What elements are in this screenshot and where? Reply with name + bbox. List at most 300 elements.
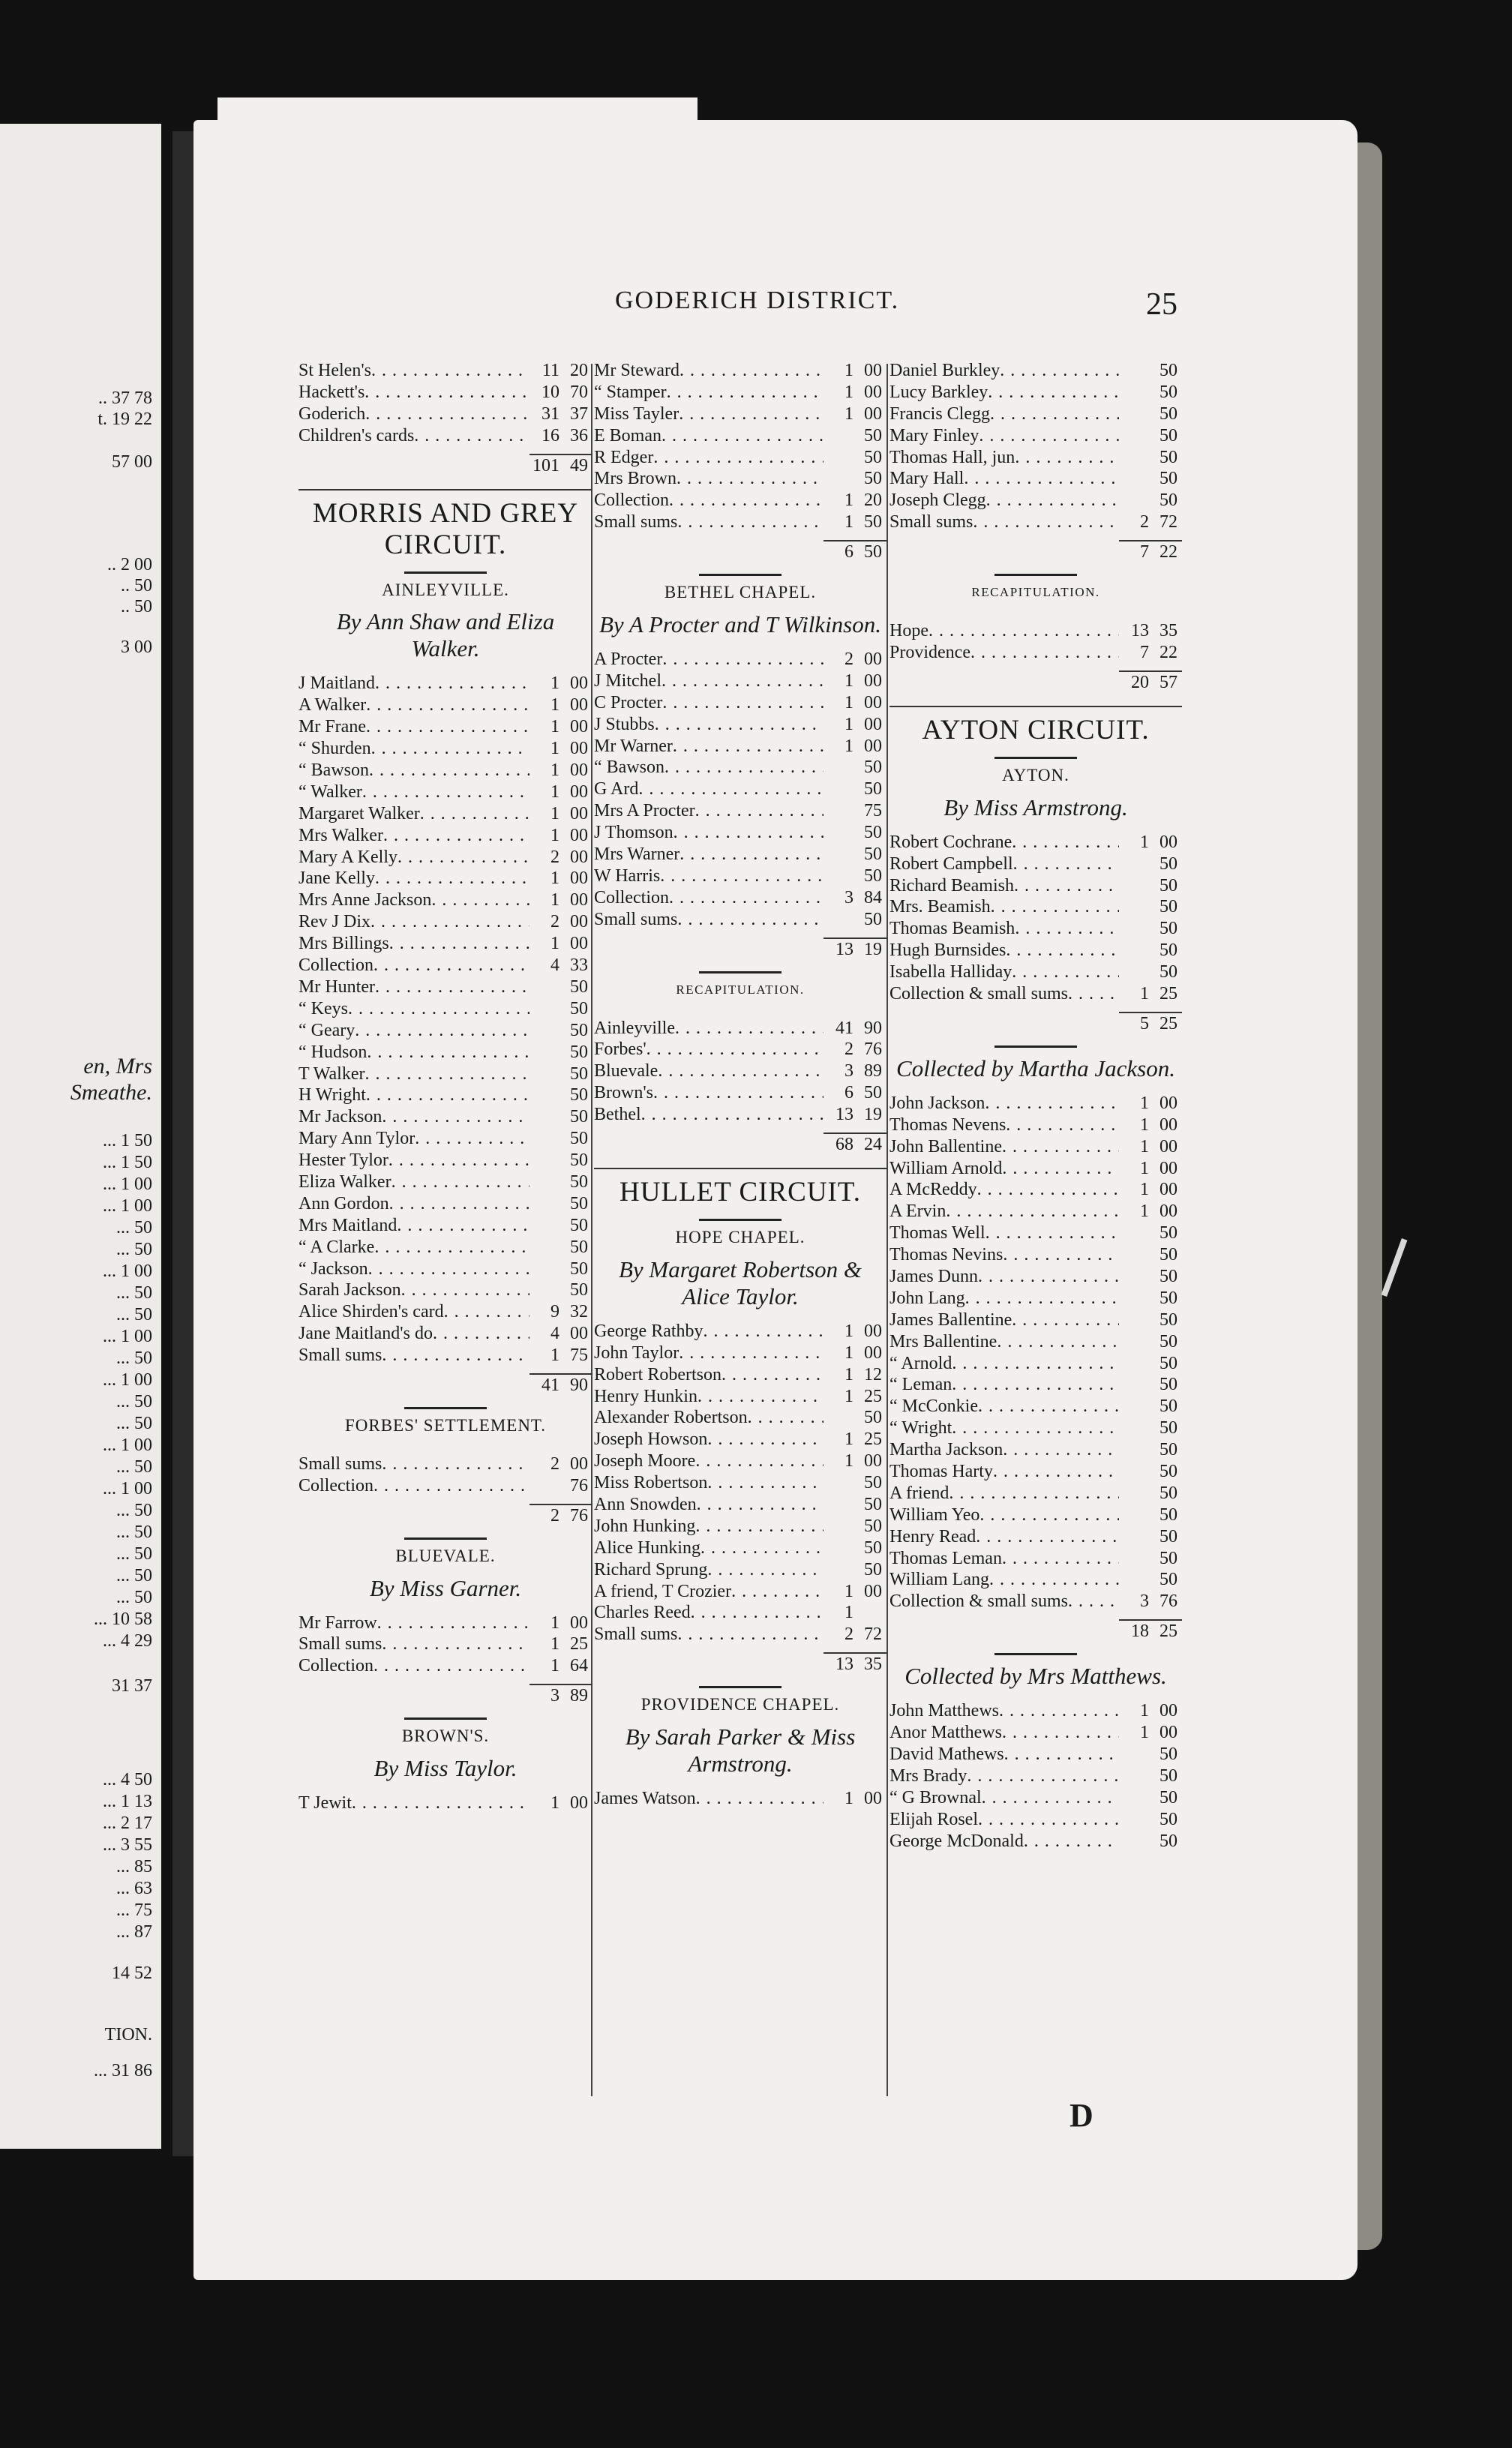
entry-name: Daniel Burkley — [890, 361, 1000, 380]
amount-dollars: 1 — [1140, 1701, 1149, 1721]
amount-dollars: 1 — [844, 490, 854, 511]
list-item — [890, 1461, 1182, 1483]
amount-cents: 50 — [570, 1129, 588, 1149]
list-item — [594, 1494, 886, 1516]
amount-dollars: 1 — [844, 1451, 854, 1472]
leader-dots — [1012, 832, 1119, 854]
amount-dollars: 1 — [550, 1612, 560, 1633]
amount-cents: 20 — [864, 490, 882, 511]
amount-cents: 00 — [864, 1451, 882, 1472]
entry-name: “ Wright — [890, 1418, 952, 1438]
entry-amount — [530, 360, 592, 382]
entry-amount — [824, 1104, 886, 1126]
entry-name: John Ballentine — [890, 1136, 1002, 1156]
leader-dots — [680, 360, 824, 382]
amount-dollars: 2 — [844, 1040, 854, 1060]
entry-amount — [530, 847, 592, 868]
list-item — [298, 1454, 592, 1475]
entry-name: Bluevale — [594, 1061, 658, 1082]
amount-dollars: 5 — [1140, 1013, 1149, 1034]
chapel-title: HOPE CHAPEL. — [675, 1227, 806, 1246]
amount-dollars: 4 — [550, 956, 560, 976]
list-item — [298, 1792, 592, 1814]
list-item — [298, 911, 592, 933]
section-total — [890, 1005, 1182, 1035]
leader-dots — [970, 642, 1119, 664]
list-item — [890, 962, 1182, 983]
list-item — [890, 1396, 1182, 1418]
list-item — [594, 714, 886, 736]
leader-dots — [993, 1461, 1119, 1483]
section-total — [890, 1612, 1182, 1642]
leader-dots — [676, 468, 824, 490]
entry-amount — [824, 844, 886, 866]
entry-amount — [824, 1407, 886, 1429]
entry-amount — [1119, 1548, 1182, 1570]
amount-cents: 00 — [1160, 1093, 1178, 1113]
amount-cents: 00 — [570, 782, 588, 802]
entry-name: Hope — [890, 621, 928, 641]
leader-dots — [389, 933, 530, 955]
list-item — [890, 875, 1182, 897]
list-item — [298, 1042, 592, 1064]
leader-dots — [392, 1172, 530, 1193]
amount-cents: 32 — [570, 1302, 588, 1322]
leader-dots — [973, 512, 1119, 533]
list-item — [298, 1193, 592, 1215]
left-page-text: ... 50 — [116, 1240, 152, 1259]
entry-amount — [824, 1082, 886, 1104]
left-page-text: ... 1 13 — [103, 1792, 152, 1811]
amount-cents: 00 — [1160, 1114, 1178, 1135]
left-page-text: ... 3 55 — [103, 1835, 152, 1855]
entry-name: Eliza Walker — [298, 1172, 392, 1192]
leader-dots — [976, 1526, 1119, 1548]
leader-dots — [374, 1475, 530, 1497]
short-rule — [994, 1653, 1077, 1655]
leader-dots — [990, 404, 1119, 425]
amount-cents: 50 — [1160, 1440, 1178, 1460]
entry-amount — [530, 1172, 592, 1193]
list-item — [890, 1266, 1182, 1288]
amount-dollars: 1 — [550, 717, 560, 737]
entry-name: David Mathews — [890, 1744, 1004, 1764]
amount-dollars: 1 — [844, 1581, 854, 1601]
leader-dots — [1013, 854, 1119, 875]
total-amount — [824, 938, 886, 961]
amount-cents: 70 — [570, 382, 588, 402]
amount-cents: 50 — [864, 1473, 882, 1493]
amount-cents: 20 — [570, 361, 588, 380]
list-item — [890, 1526, 1182, 1548]
entry-list — [594, 1788, 886, 1810]
amount-cents: 50 — [864, 823, 882, 843]
entry-amount — [530, 1215, 592, 1237]
amount-cents: 00 — [570, 825, 588, 845]
entry-name: Jane Kelly — [298, 868, 375, 889]
leader-dots — [1002, 1158, 1119, 1180]
leader-dots — [698, 1386, 824, 1408]
amount-cents: 50 — [570, 976, 588, 997]
entry-amount — [530, 1792, 592, 1814]
total-amount — [1119, 670, 1182, 694]
leader-dots — [677, 1624, 824, 1646]
entry-name: Hester Tylor — [298, 1150, 388, 1171]
amount-cents: 00 — [864, 714, 882, 734]
entry-amount — [824, 425, 886, 447]
amount-cents: 50 — [1160, 1831, 1178, 1851]
list-item — [298, 955, 592, 976]
list-item — [890, 1114, 1182, 1136]
amount-cents: 00 — [1160, 1158, 1178, 1178]
entry-amount — [824, 1364, 886, 1386]
amount-cents: 22 — [1160, 642, 1178, 662]
entry-list — [594, 360, 886, 533]
list-item — [298, 1172, 592, 1193]
amount-cents: 50 — [864, 512, 882, 532]
entry-list — [594, 649, 886, 931]
leader-dots — [675, 1018, 824, 1040]
entry-amount — [1119, 1787, 1182, 1809]
entry-name: Rev J Dix — [298, 912, 370, 932]
amount-cents: 50 — [1160, 1223, 1178, 1244]
entry-amount — [824, 757, 886, 778]
leader-dots — [371, 360, 530, 382]
entry-amount — [824, 778, 886, 800]
leader-dots — [707, 1559, 824, 1581]
total-amount — [1119, 1012, 1182, 1035]
amount-cents: 00 — [864, 1581, 882, 1601]
entry-amount — [1119, 360, 1182, 382]
leader-dots — [697, 1494, 824, 1516]
amount-dollars: 13 — [836, 1654, 854, 1675]
amount-cents: 37 — [570, 404, 588, 424]
entry-name: Alice Shirden's card — [298, 1302, 444, 1322]
list-item — [594, 1788, 886, 1810]
leader-dots — [1015, 447, 1119, 469]
entry-amount — [824, 1624, 886, 1646]
amount-cents: 50 — [570, 1042, 588, 1062]
entry-name: Hackett's — [298, 382, 365, 402]
leader-dots — [398, 847, 530, 868]
leader-dots — [367, 1042, 530, 1064]
entry-amount — [530, 1128, 592, 1150]
entry-amount — [1119, 962, 1182, 983]
entry-name: Forbes' — [594, 1040, 646, 1060]
entry-amount — [530, 1454, 592, 1475]
entry-amount — [1119, 468, 1182, 490]
amount-cents: 90 — [570, 1376, 588, 1396]
entry-amount — [1119, 1483, 1182, 1504]
left-page-text: ... 1 00 — [103, 1370, 152, 1390]
leader-dots — [366, 694, 530, 716]
amount-cents: 50 — [1160, 404, 1178, 424]
section-rule — [890, 706, 1182, 707]
entry-name: Thomas Nevens — [890, 1114, 1006, 1135]
entry-amount — [824, 1494, 886, 1516]
entry-name: Small sums — [594, 909, 678, 929]
entry-amount — [530, 1020, 592, 1042]
leader-dots — [1002, 1722, 1119, 1744]
amount-dollars: 1 — [844, 1321, 854, 1341]
leader-dots — [669, 887, 824, 909]
amount-cents: 22 — [1160, 542, 1178, 562]
amount-dollars: 1 — [844, 1364, 854, 1384]
entry-name: Joseph Clegg — [890, 490, 986, 511]
entry-name: A Ervin — [890, 1202, 946, 1222]
amount-cents: 00 — [570, 739, 588, 759]
amount-dollars: 3 — [844, 1061, 854, 1082]
entry-name: William Yeo — [890, 1504, 980, 1525]
column-3 — [890, 360, 1182, 1852]
collector-line: By Ann Shaw and Eliza Walker. — [336, 608, 555, 662]
entry-name: W Harris — [594, 866, 661, 886]
entry-name: J Thomson — [594, 823, 674, 843]
list-item — [594, 887, 886, 909]
entry-amount — [824, 649, 886, 670]
entry-amount — [530, 425, 592, 447]
entry-name: A Procter — [594, 650, 663, 670]
left-page-text: ... 50 — [116, 1544, 152, 1564]
entry-name: “ Arnold — [890, 1353, 952, 1373]
entry-name: John Jackson — [890, 1093, 986, 1113]
amount-cents: 25 — [570, 1634, 588, 1654]
left-page-text: ... 4 29 — [103, 1631, 152, 1651]
leader-dots — [679, 404, 824, 425]
left-page-text: ... 50 — [116, 1392, 152, 1412]
page-header: GODERICH DISTRICT. — [615, 286, 900, 314]
amount-cents: 50 — [1160, 361, 1178, 380]
left-page-text: ... 31 86 — [94, 2061, 152, 2080]
entry-amount — [530, 1064, 592, 1085]
leader-dots — [366, 1084, 530, 1106]
list-item — [594, 1602, 886, 1624]
amount-cents: 50 — [864, 1495, 882, 1514]
entry-name: Mary A Kelly — [298, 847, 398, 867]
left-page-text: ... 1 00 — [103, 1174, 152, 1194]
entry-name: Mrs Ballentine — [890, 1331, 998, 1352]
left-page-text: ... 50 — [116, 1414, 152, 1433]
amount-cents: 19 — [864, 1105, 882, 1125]
leader-dots — [1002, 1548, 1119, 1570]
entry-amount — [530, 673, 592, 694]
amount-cents: 00 — [570, 674, 588, 694]
entry-amount — [1119, 1244, 1182, 1266]
section-total — [298, 1677, 592, 1707]
list-item — [594, 757, 886, 778]
entry-amount — [824, 404, 886, 425]
leader-dots — [928, 620, 1119, 642]
entry-name: John Lang — [890, 1288, 965, 1308]
list-item — [298, 1084, 592, 1106]
entry-name: Small sums — [298, 1454, 382, 1474]
list-item — [890, 425, 1182, 447]
leader-dots — [444, 1301, 530, 1323]
amount-dollars: 1 — [844, 1789, 854, 1809]
entry-name: Martha Jackson — [890, 1440, 1004, 1460]
leader-dots — [374, 1237, 530, 1258]
amount-cents: 72 — [864, 1624, 882, 1645]
entry-amount — [824, 1602, 886, 1624]
entry-amount — [530, 404, 592, 425]
amount-cents: 00 — [864, 404, 882, 424]
list-item — [298, 1475, 592, 1497]
amount-dollars: 6 — [844, 1083, 854, 1103]
leader-dots — [965, 1288, 1119, 1310]
amount-dollars: 2 — [844, 650, 854, 670]
leader-dots — [1006, 940, 1119, 962]
collector-line: By Miss Taylor. — [374, 1755, 518, 1782]
list-item — [594, 1472, 886, 1494]
entry-name: T Jewit — [298, 1793, 352, 1814]
entry-amount — [530, 716, 592, 738]
total-amount — [530, 1504, 592, 1527]
list-item — [890, 983, 1182, 1005]
amount-dollars: 1 — [550, 1656, 560, 1676]
list-item — [594, 447, 886, 469]
entry-amount — [530, 998, 592, 1020]
collector-line: Collected by Mrs Matthews. — [904, 1663, 1167, 1690]
entry-amount — [530, 825, 592, 847]
amount-cents: 64 — [570, 1656, 588, 1676]
entry-amount — [1119, 1374, 1182, 1396]
amount-cents: 50 — [1160, 1353, 1178, 1373]
amount-cents: 00 — [570, 1454, 588, 1474]
leader-dots — [415, 1128, 530, 1150]
left-page-text: 14 52 — [112, 1964, 152, 1983]
entry-name: Charles Reed — [594, 1603, 691, 1623]
amount-cents: 50 — [864, 1083, 882, 1103]
list-item — [594, 1559, 886, 1581]
list-item — [890, 642, 1182, 664]
column-2 — [594, 360, 886, 1810]
amount-cents: 50 — [864, 1559, 882, 1580]
entry-amount — [1119, 642, 1182, 664]
leader-dots — [673, 736, 824, 758]
entry-amount — [824, 866, 886, 887]
entry-amount — [1119, 1266, 1182, 1288]
list-item — [594, 1104, 886, 1126]
entry-amount — [824, 1559, 886, 1581]
list-item — [594, 468, 886, 490]
leader-dots — [695, 1516, 824, 1538]
amount-cents: 50 — [1160, 1266, 1178, 1286]
entry-name: Collection — [298, 1656, 374, 1676]
list-item — [298, 382, 592, 404]
leader-dots — [731, 1581, 824, 1603]
entry-name: Mr Farrow — [298, 1612, 377, 1633]
entry-amount — [824, 1788, 886, 1810]
list-item — [890, 512, 1182, 533]
entry-name: Collection — [594, 887, 669, 908]
entry-amount — [1119, 983, 1182, 1005]
leader-dots — [748, 1407, 824, 1429]
entry-amount — [1119, 832, 1182, 854]
entry-name: Mrs Brady — [890, 1766, 968, 1786]
scan-mark — [1382, 1238, 1408, 1297]
amount-cents: 76 — [570, 1505, 588, 1526]
leader-dots — [382, 1454, 530, 1475]
short-rule — [699, 1219, 782, 1221]
chapel-title: AINLEYVILLE. — [382, 580, 509, 599]
list-item — [890, 854, 1182, 875]
amount-dollars: 1 — [844, 670, 854, 691]
amount-cents: 00 — [570, 890, 588, 910]
amount-dollars: 1 — [844, 692, 854, 712]
list-item — [594, 1321, 886, 1342]
amount-cents: 50 — [1160, 1310, 1178, 1330]
leader-dots — [949, 1483, 1119, 1504]
list-item — [890, 1201, 1182, 1222]
entry-name: Small sums — [890, 512, 974, 532]
amount-cents: 00 — [1160, 1180, 1178, 1200]
amount-cents: 50 — [1160, 447, 1178, 467]
total-amount — [530, 1373, 592, 1396]
amount-dollars: 13 — [1131, 621, 1149, 641]
entry-amount — [1119, 918, 1182, 940]
leader-dots — [1012, 962, 1119, 983]
amount-cents: 36 — [570, 425, 588, 446]
leader-dots — [375, 976, 530, 998]
entry-name: “ Stamper — [594, 382, 667, 402]
section-total — [298, 1497, 592, 1527]
leader-dots — [977, 1179, 1119, 1201]
collector-line: By Margaret Robertson & Alice Taylor. — [618, 1256, 862, 1310]
list-item — [298, 425, 592, 447]
list-item — [890, 1744, 1182, 1766]
leader-dots — [375, 673, 530, 694]
amount-cents: 50 — [1160, 425, 1178, 446]
entry-name: J Maitland — [298, 674, 375, 694]
amount-dollars: 1 — [550, 760, 560, 781]
amount-dollars: 7 — [1140, 542, 1149, 562]
list-item — [298, 976, 592, 998]
total-amount — [530, 454, 592, 477]
chapel-title: BLUEVALE. — [395, 1546, 496, 1565]
entry-amount — [1119, 1569, 1182, 1591]
amount-cents: 50 — [1160, 490, 1178, 511]
entry-name: Lucy Barkley — [890, 382, 988, 402]
left-page-text: .. 2 00 — [107, 555, 152, 574]
entry-amount — [530, 803, 592, 825]
short-rule — [404, 1718, 487, 1720]
amount-dollars: 1 — [1140, 1180, 1149, 1200]
amount-cents: 50 — [864, 779, 882, 800]
amount-cents: 50 — [1160, 1288, 1178, 1308]
amount-cents: 50 — [864, 425, 882, 446]
entry-name: Miss Tayler — [594, 404, 680, 424]
left-page-text: en, Mrs — [83, 1054, 152, 1078]
entry-name: Thomas Well — [890, 1223, 986, 1244]
circuit-title: HULLET CIRCUIT. — [620, 1176, 861, 1208]
leader-dots — [988, 382, 1119, 404]
list-item — [298, 847, 592, 868]
amount-cents: 50 — [1160, 1504, 1178, 1525]
entry-amount — [530, 782, 592, 803]
entry-amount — [530, 890, 592, 911]
left-page-text: ... 87 — [116, 1922, 152, 1942]
entry-name: “ G Brownal — [890, 1787, 982, 1808]
entry-amount — [824, 1342, 886, 1364]
amount-dollars: 1 — [844, 714, 854, 734]
entry-amount — [1119, 940, 1182, 962]
entry-name: Collection & small sums — [890, 983, 1068, 1004]
list-item — [298, 1150, 592, 1172]
amount-cents: 00 — [864, 1789, 882, 1809]
entry-name: “ Jackson — [298, 1258, 368, 1279]
list-item — [298, 1237, 592, 1258]
left-page-text: ... 50 — [116, 1566, 152, 1586]
